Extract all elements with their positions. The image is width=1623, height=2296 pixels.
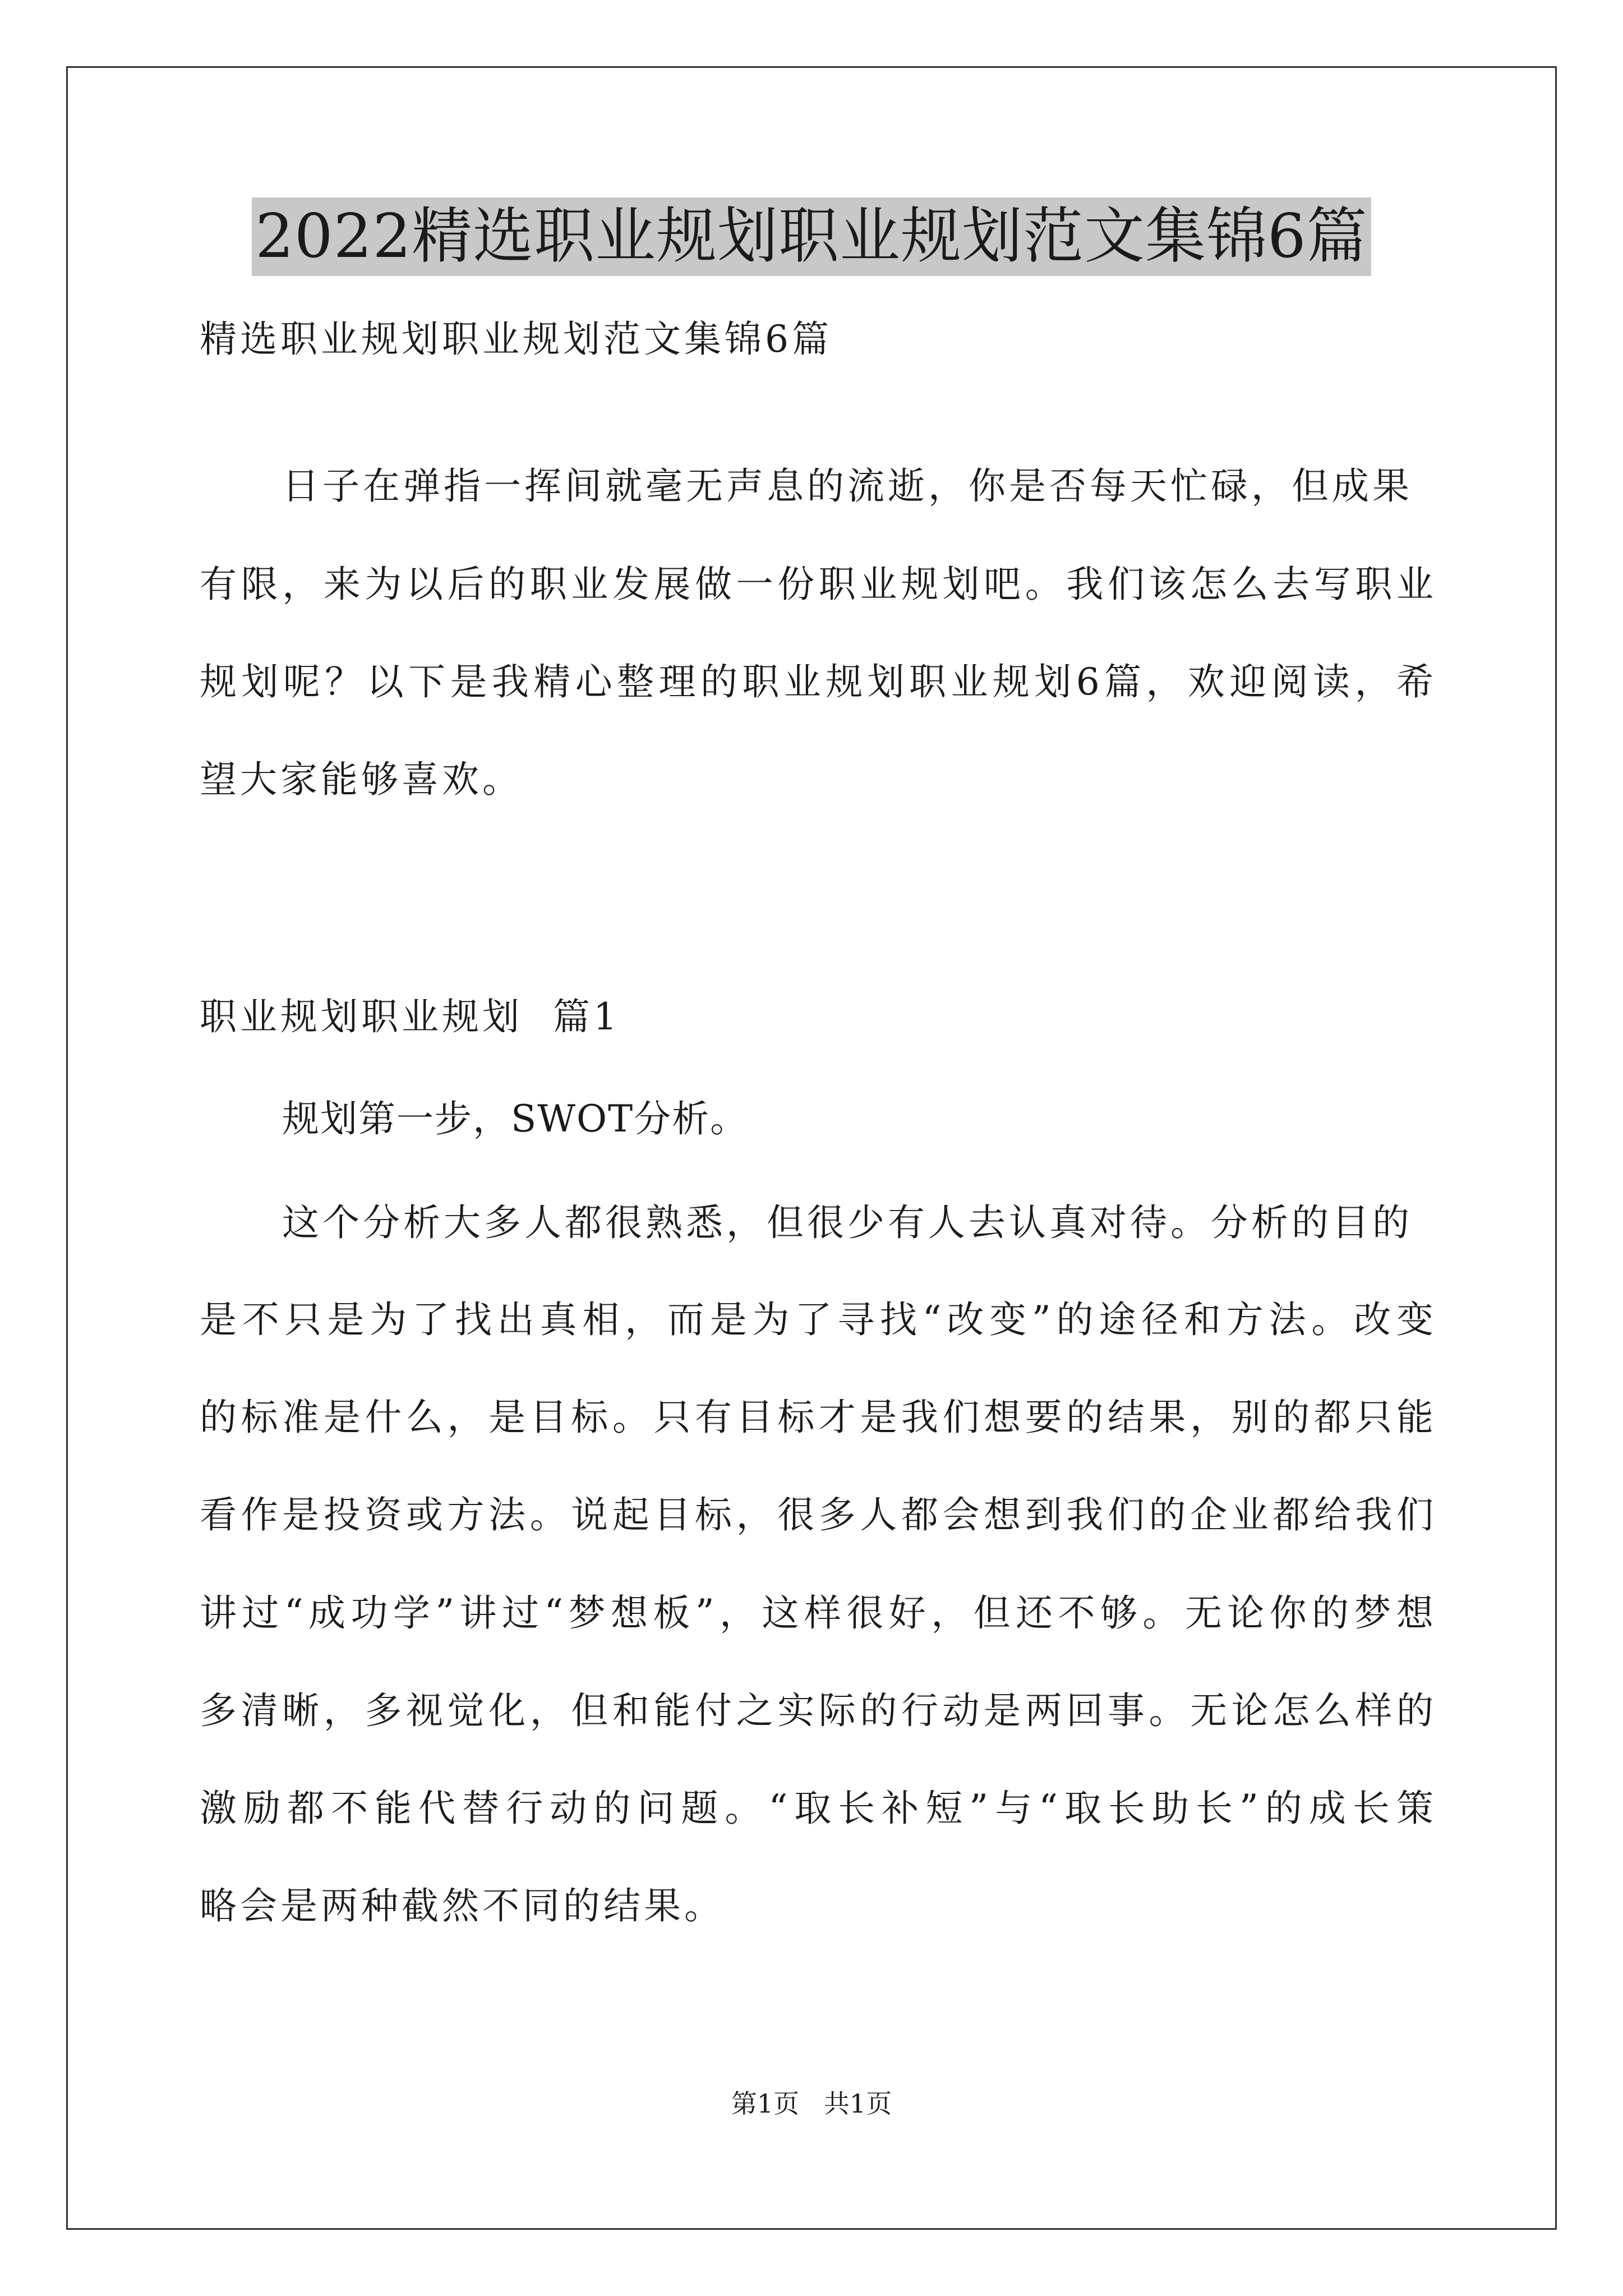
intro-line-2: 有限，来为以后的职业发展做一份职业规划吧。我们该怎么去写职业 <box>200 563 1433 606</box>
body-line-6: 多清晰，多视觉化，但和能付之实际的行动是两回事。无论怎么样的 <box>200 1689 1433 1732</box>
intro-line-1: 日子在弹指一挥间就毫无声息的流逝，你是否每天忙碌，但成果 <box>282 464 1413 508</box>
title-container <box>0 197 1623 276</box>
page-footer: 第1页 共1页 <box>731 2088 892 2119</box>
document-subtitle: 精选职业规划职业规划范文集锦6篇 <box>200 318 832 361</box>
body-line-7: 激励都不能代替行动的问题。“取长补短”与“取长助长”的成长策 <box>200 1787 1433 1830</box>
intro-line-3: 规划呢？以下是我精心整理的职业规划职业规划6篇，欢迎阅读，希 <box>200 660 1433 703</box>
body-line-8: 略会是两种截然不同的结果。 <box>200 1884 725 1927</box>
section-heading: 职业规划职业规划 篇1 <box>200 995 620 1038</box>
body-line-5: 讲过“成功学”讲过“梦想板”，这样很好，但还不够。无论你的梦想 <box>200 1591 1433 1635</box>
intro-line-4: 望大家能够喜欢。 <box>200 758 523 801</box>
step-line: 规划第一步，SWOT分析。 <box>282 1097 749 1140</box>
body-line-4: 看作是投资或方法。说起目标，很多人都会想到我们的企业都给我们 <box>200 1493 1433 1536</box>
body-line-2: 是不只是为了找出真相，而是为了寻找“改变”的途径和方法。改变 <box>200 1298 1433 1341</box>
document-title: 2022精选职业规划职业规划范文集锦6篇 <box>252 197 1371 276</box>
body-line-1: 这个分析大多人都很熟悉，但很少有人去认真对待。分析的目的 <box>282 1201 1413 1244</box>
body-line-3: 的标准是什么，是目标。只有目标才是我们想要的结果，别的都只能 <box>200 1396 1433 1439</box>
